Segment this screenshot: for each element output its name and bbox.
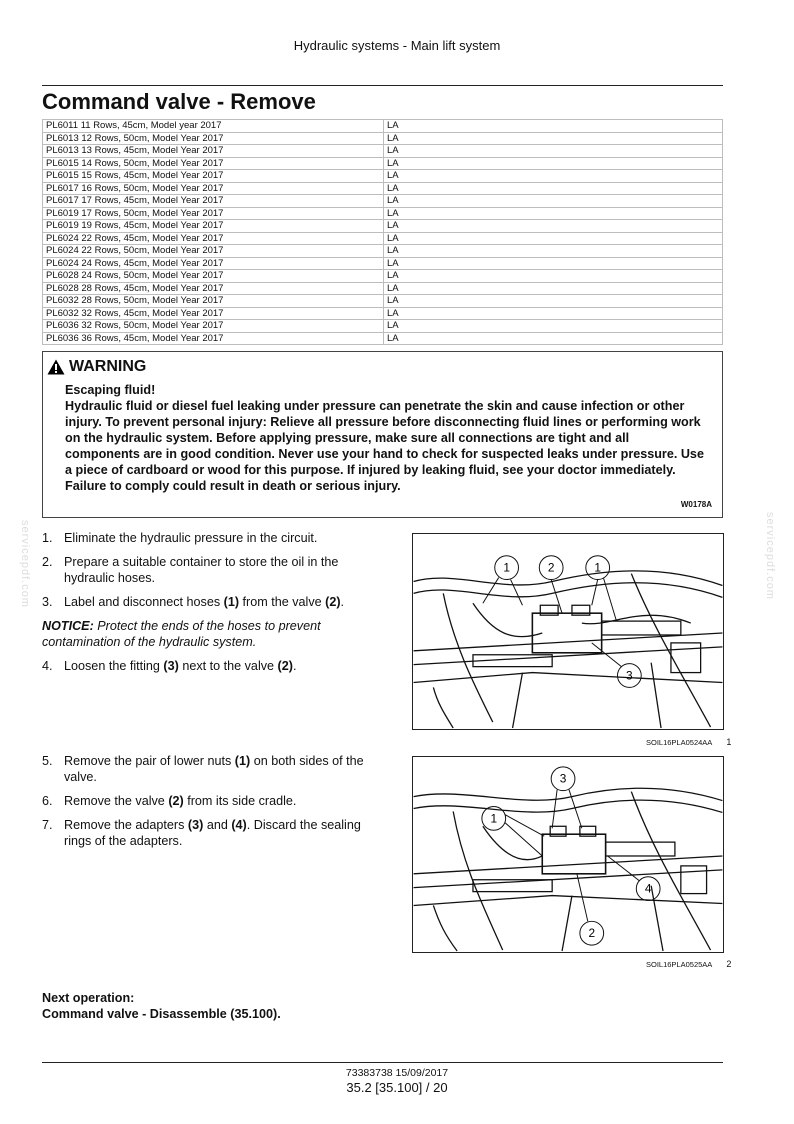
- figure-2-callout-label: 4: [644, 881, 652, 896]
- watermark-right: servicepdf.com: [764, 512, 776, 600]
- region-cell: LA: [384, 157, 723, 170]
- warning-text: Hydraulic fluid or diesel fuel leaking under pressure can penetrate the skin and cause infection or other injury. To prevent personal injury: Relieve all pressure before disconnecting fluid lines or performing work on the hydraulic system. Before applying pressure, make sure all connections are tight and all components are in good condition. Never use your hand to check for suspected leaks under pressure. Use a piece of cardboard or wood for this purpose. If injured by leaking fluid, see your doctor immediately.: [65, 399, 704, 477]
- model-cell: PL6017 17 Rows, 45cm, Model Year 2017: [43, 195, 384, 208]
- figure-2-code: SOIL16PLA0525AA: [646, 960, 713, 969]
- step-number: 5.: [42, 754, 53, 768]
- region-cell: LA: [384, 332, 723, 345]
- step-number: 2.: [42, 555, 53, 569]
- steps-list-b: [42, 658, 387, 674]
- model-cell: PL6028 24 Rows, 50cm, Model Year 2017: [43, 270, 384, 283]
- figure-2-callout-label: 3: [559, 771, 567, 786]
- warning-body: [65, 382, 705, 494]
- page-title: Command valve - Remove: [42, 89, 316, 114]
- model-cell: PL6032 32 Rows, 45cm, Model Year 2017: [43, 307, 384, 320]
- model-cell: PL6036 32 Rows, 50cm, Model Year 2017: [43, 320, 384, 333]
- step-text-run: Loosen the fitting: [64, 659, 164, 673]
- warning-triangle-icon: [47, 359, 65, 375]
- item-reference: (1): [234, 754, 251, 768]
- step-text: [64, 817, 387, 849]
- procedure-step: [42, 817, 387, 849]
- step-number: 3.: [42, 595, 53, 609]
- table-row: [43, 170, 723, 183]
- step-text-run: .: [292, 659, 297, 673]
- model-cell: PL6024 24 Rows, 45cm, Model Year 2017: [43, 257, 384, 270]
- region-cell: LA: [384, 295, 723, 308]
- procedure-step: [42, 793, 387, 809]
- item-reference: (4): [231, 818, 247, 832]
- step-number: 7.: [42, 818, 53, 832]
- title-rule: [42, 85, 723, 86]
- warning-subtitle: Escaping fluid!: [65, 383, 156, 397]
- model-cell: PL6013 13 Rows, 45cm, Model Year 2017: [43, 145, 384, 158]
- table-row: [43, 257, 723, 270]
- region-cell: LA: [384, 307, 723, 320]
- step-text-run: from its side cradle.: [183, 794, 297, 808]
- region-cell: LA: [384, 320, 723, 333]
- model-cell: PL6024 22 Rows, 45cm, Model Year 2017: [43, 232, 384, 245]
- model-cell: PL6013 12 Rows, 50cm, Model Year 2017: [43, 132, 384, 145]
- region-cell: LA: [384, 207, 723, 220]
- table-row: [43, 207, 723, 220]
- step-text: [64, 554, 387, 586]
- region-cell: LA: [384, 182, 723, 195]
- model-cell: PL6011 11 Rows, 45cm, Model year 2017: [43, 120, 384, 133]
- step-text-run: next to the valve: [178, 659, 278, 673]
- step-text-run: and: [203, 818, 232, 832]
- region-cell: LA: [384, 282, 723, 295]
- table-row: [43, 332, 723, 345]
- figure-2-callout-label: 2: [588, 926, 596, 941]
- table-row: [43, 182, 723, 195]
- table-row: [43, 145, 723, 158]
- notice-text: Protect the ends of the hoses to prevent contamination of the hydraulic system.: [42, 619, 321, 649]
- warning-code: W0178A: [680, 500, 712, 509]
- procedure-step: [42, 554, 387, 586]
- warning-heading-text: WARNING: [69, 358, 147, 375]
- next-operation-link[interactable]: Command valve - Disassemble (35.100).: [42, 1007, 281, 1021]
- footer-page-number: 35.2 [35.100] / 20: [346, 1080, 448, 1095]
- item-reference: (2): [277, 659, 293, 673]
- figure-2-caption: [646, 959, 731, 969]
- figure-2-callout-label: 1: [490, 811, 498, 826]
- figure-1-callout-label: 2: [547, 560, 555, 575]
- next-operation: [42, 990, 281, 1022]
- table-row: [43, 270, 723, 283]
- step-number: 6.: [42, 794, 53, 808]
- table-row: [43, 132, 723, 145]
- step-text-run: . Discard the sealing rings of the adapters.: [64, 818, 361, 848]
- step-text-run: Remove the valve: [64, 794, 169, 808]
- model-cell: PL6028 28 Rows, 45cm, Model Year 2017: [43, 282, 384, 295]
- table-row: [43, 307, 723, 320]
- procedure-step: [42, 530, 387, 546]
- region-cell: LA: [384, 120, 723, 133]
- figure-1-drawing: [413, 534, 723, 729]
- item-reference: (2): [168, 794, 184, 808]
- step-text: [64, 530, 387, 546]
- model-cell: PL6015 14 Rows, 50cm, Model Year 2017: [43, 157, 384, 170]
- step-text-run: Eliminate the hydraulic pressure in the circuit.: [64, 531, 318, 545]
- model-cell: PL6017 16 Rows, 50cm, Model Year 2017: [43, 182, 384, 195]
- table-row: [43, 232, 723, 245]
- model-applicability-table: [42, 119, 723, 345]
- step-text-run: Remove the adapters: [64, 818, 188, 832]
- steps-list-a: [42, 530, 387, 610]
- step-text-run: Label and disconnect hoses: [64, 595, 224, 609]
- region-cell: LA: [384, 132, 723, 145]
- model-cell: PL6032 28 Rows, 50cm, Model Year 2017: [43, 295, 384, 308]
- watermark-left: servicepdf.com: [19, 520, 31, 608]
- footer-rule: [42, 1062, 723, 1063]
- figure-1-caption: [646, 737, 731, 747]
- region-cell: LA: [384, 232, 723, 245]
- step-text-run: Prepare a suitable container to store the oil in the hydraulic hoses.: [64, 555, 339, 585]
- step-text: [64, 793, 387, 809]
- table-row: [43, 295, 723, 308]
- next-operation-label: Next operation:: [42, 991, 135, 1005]
- region-cell: LA: [384, 145, 723, 158]
- figure-1-callout-label: 1: [503, 560, 510, 575]
- step-number: 1.: [42, 531, 53, 545]
- region-cell: LA: [384, 257, 723, 270]
- table-row: [43, 120, 723, 133]
- steps-group-1: [42, 530, 387, 682]
- figure-2-number: 2: [726, 959, 732, 969]
- procedure-step: [42, 658, 387, 674]
- region-cell: LA: [384, 170, 723, 183]
- step-text-run: .: [340, 595, 345, 609]
- footer-doc-id: 73383738 15/09/2017: [345, 1067, 449, 1079]
- figure-1-code: SOIL16PLA0524AA: [646, 738, 713, 747]
- table-row: [43, 157, 723, 170]
- procedure-step: [42, 753, 387, 785]
- figure-1-callout-label: 1: [594, 560, 602, 575]
- running-header: Hydraulic systems - Main lift system: [293, 38, 501, 53]
- step-text: [64, 594, 387, 610]
- procedure-step: [42, 594, 387, 610]
- step-text-run: from the valve: [239, 595, 326, 609]
- figure-1-callout-label: 3: [626, 668, 633, 683]
- figure-1-image: [412, 533, 724, 730]
- table-row: [43, 245, 723, 258]
- notice-label: NOTICE:: [42, 619, 94, 633]
- steps-list-c: [42, 753, 387, 849]
- table-row: [43, 220, 723, 233]
- step-text: [64, 753, 387, 785]
- step-number: 4.: [42, 659, 53, 673]
- figure-1-number: 1: [726, 737, 732, 747]
- region-cell: LA: [384, 195, 723, 208]
- step-text: [64, 658, 387, 674]
- item-reference: (3): [163, 659, 179, 673]
- region-cell: LA: [384, 220, 723, 233]
- model-cell: PL6019 17 Rows, 50cm, Model Year 2017: [43, 207, 384, 220]
- step-text-run: on both sides of the valve.: [64, 754, 364, 784]
- model-cell: PL6024 22 Rows, 50cm, Model Year 2017: [43, 245, 384, 258]
- region-cell: LA: [384, 270, 723, 283]
- warning-heading: [47, 358, 146, 376]
- table-row: [43, 282, 723, 295]
- warning-consequence: Failure to comply could result in death or serious injury.: [65, 479, 401, 493]
- steps-group-2: [42, 753, 387, 857]
- model-cell: PL6019 19 Rows, 45cm, Model Year 2017: [43, 220, 384, 233]
- region-cell: LA: [384, 245, 723, 258]
- figure-2-image: [412, 756, 724, 953]
- model-cell: PL6036 36 Rows, 45cm, Model Year 2017: [43, 332, 384, 345]
- model-cell: PL6015 15 Rows, 45cm, Model Year 2017: [43, 170, 384, 183]
- notice: [42, 618, 387, 650]
- table-row: [43, 195, 723, 208]
- warning-box: [42, 351, 723, 518]
- figure-2-drawing: [413, 757, 723, 952]
- table-row: [43, 320, 723, 333]
- item-reference: (2): [325, 595, 341, 609]
- step-text-run: Remove the pair of lower nuts: [64, 754, 235, 768]
- item-reference: (3): [187, 818, 204, 832]
- item-reference: (1): [223, 595, 240, 609]
